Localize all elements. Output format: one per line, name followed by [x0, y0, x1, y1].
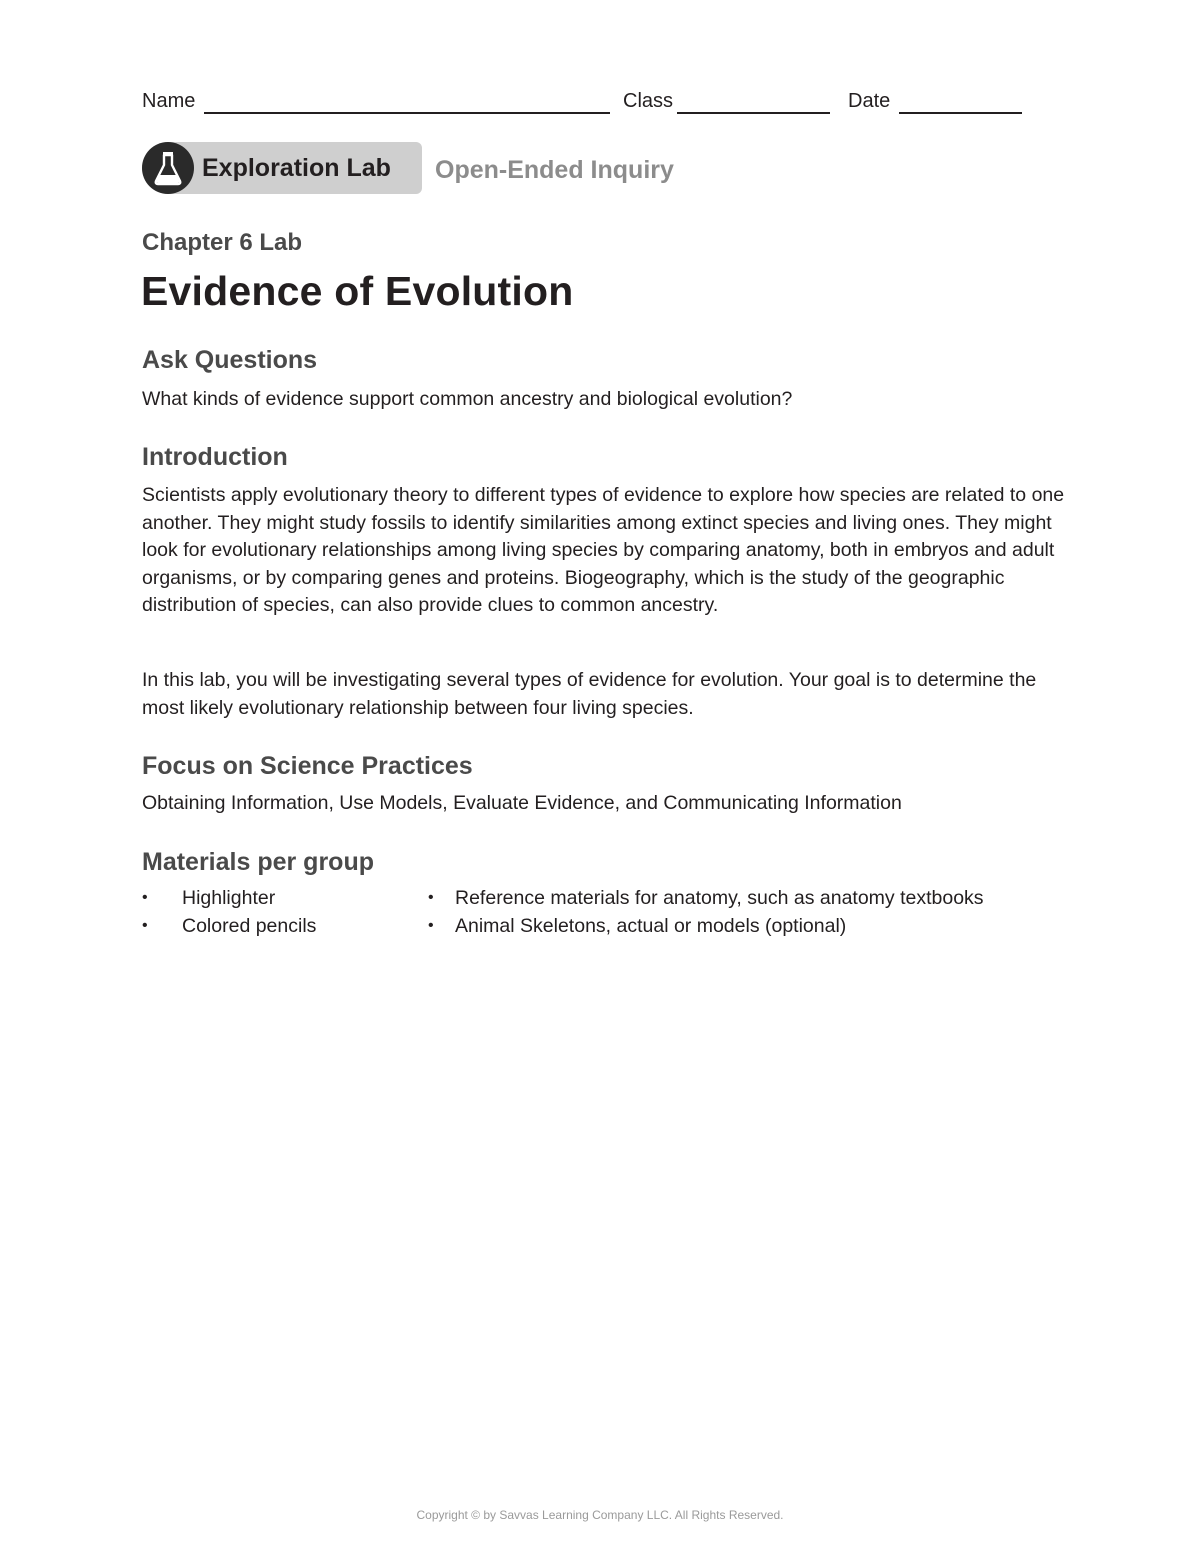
- date-label: Date: [848, 90, 891, 112]
- list-item: Highlighter: [182, 887, 276, 909]
- flask-icon: [152, 150, 184, 186]
- list-bullet: •: [142, 917, 148, 934]
- focus-text: Obtaining Information, Use Models, Evaluate Evidence, and Communicating Information: [142, 792, 902, 814]
- date-field[interactable]: [899, 112, 1022, 114]
- introduction-paragraph-2: In this lab, you will be investigating several types of evidence for evolution. Your goal is to determine the most likely evolutionary relationship between four living species.: [142, 669, 1037, 719]
- list-item: Colored pencils: [182, 915, 317, 937]
- student-info-line: [142, 88, 1022, 118]
- list-bullet: •: [428, 889, 434, 906]
- class-label: Class: [623, 90, 674, 112]
- introduction-heading: Introduction: [142, 443, 288, 471]
- banner-title: Exploration Lab: [202, 154, 391, 182]
- list-bullet: •: [428, 917, 434, 934]
- name-field[interactable]: [204, 112, 610, 114]
- name-label: Name: [142, 90, 196, 112]
- list-bullet: •: [142, 889, 148, 906]
- introduction-paragraph-1: Scientists apply evolutionary theory to different types of evidence to explore how species are related to one another. They might study fossils to identify similarities among extinct species and living ones. They might look for evolutionary relationships among living species by comparing anatomy, both in embryos and adult organisms, or by comparing genes and proteins. Biogeography, which is the study of the geographic distribution of species, can also provide clues to common ancestry.: [142, 484, 1065, 616]
- ask-questions-text: What kinds of evidence support common ancestry and biological evolution?: [142, 388, 793, 410]
- banner-subtitle: Open-Ended Inquiry: [435, 156, 674, 184]
- flask-badge: [142, 142, 194, 194]
- page-title: Evidence of Evolution: [141, 268, 574, 314]
- materials-heading: Materials per group: [142, 848, 374, 876]
- list-item: Animal Skeletons, actual or models (optional): [455, 915, 847, 937]
- list-item: Reference materials for anatomy, such as anatomy textbooks: [455, 887, 984, 909]
- class-field[interactable]: [677, 112, 830, 114]
- lab-banner: [142, 142, 742, 194]
- copyright-footer: Copyright © by Savvas Learning Company LLC. All Rights Reserved.: [416, 1508, 784, 1522]
- chapter-label: Chapter 6 Lab: [142, 229, 303, 256]
- ask-questions-heading: Ask Questions: [142, 346, 318, 374]
- focus-heading: Focus on Science Practices: [142, 752, 473, 780]
